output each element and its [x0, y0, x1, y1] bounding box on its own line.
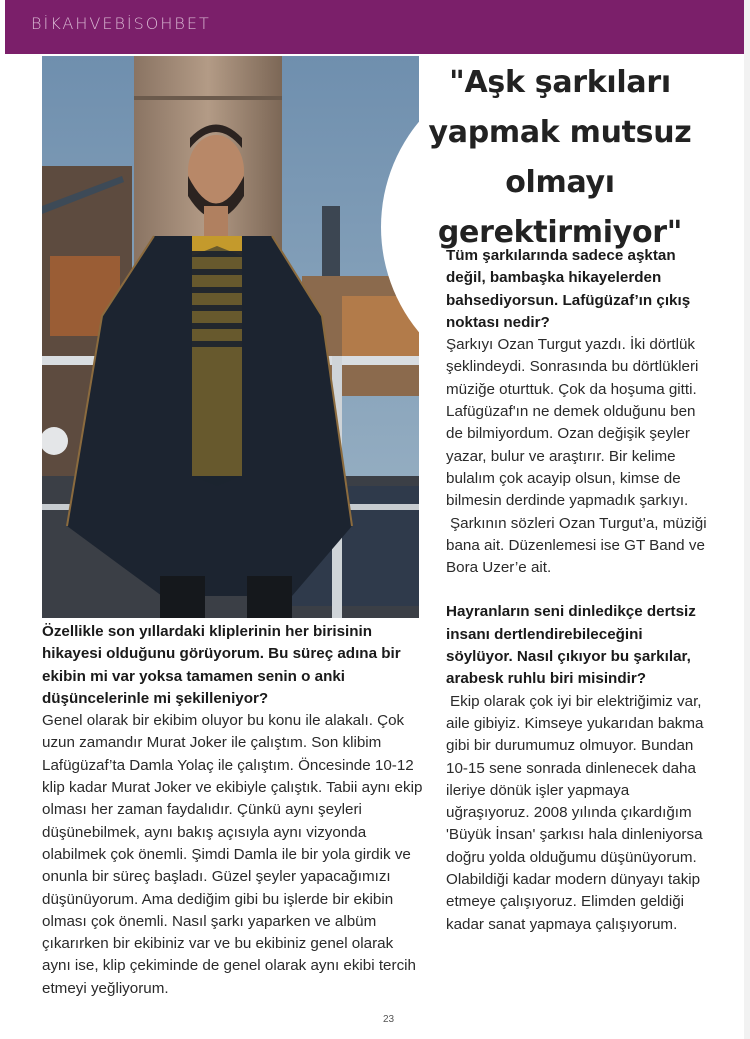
left-column: [42, 621, 424, 1000]
answer-2: Ekip olarak çok iyi bir elektriğimiz var, aile gibiyiz. Kimseye yukarıdan bakma gibi bir durumumuz olmuyor. Bundan 10-15 sene sonrada dinlenecek daha ileriye dönük işler yapmaya uğraşıyoruz. 2008 yılında çıkardığım 'Büyük İnsan' şarkısı hala dinleniyorsa doğru yolda olduğumu düşünüyorum. Olabildiği kadar modern dünyayı takip etmeye çalışıyoruz. Elimden geldiği kadar sanat yapmaya çalışıyorum.: [446, 692, 704, 933]
headline: "Aşk şarkıları yapmak mutsuz olmayı gerektirmiyor": [428, 65, 692, 250]
artist-photo: [42, 56, 419, 618]
magazine-brand: BİKAHVEBİSOHBET: [31, 14, 211, 33]
magazine-header-bar: [5, 0, 745, 54]
page-number: 23: [383, 1014, 395, 1025]
page-edge: [744, 0, 750, 1039]
question-1: Tüm şarkılarında sadece aşktan değil, bambaşka hikayelerden bahsediyorsun. Lafügüzaf’ın çıkış noktası nedir?: [446, 247, 691, 331]
answer-1: Şarkıyı Ozan Turgut yazdı. İki dörtlük şeklindeydi. Sonrasında bu dörtlükleri müziğe oturttuk. Çok da hoşuma gitti. Lafügüzaf'ın ne demek olduğunu ben de bilmiyordum. Ozan değişik şeyler yazar, bulur ve araştırır. Bir kelime bulalım çok acayip olsun, kimse de bilmesin derdinde yapmadık şarkıyı.: [446, 336, 699, 510]
question-2: Hayranların seni dinledikçe dertsiz insanı dertlendirebileceğini söylüyor. Nasıl çıkıyor bu şarkılar, arabesk ruhlu biri misindir?: [446, 603, 696, 688]
right-column: [446, 245, 711, 936]
answer-3: Genel olarak bir ekibim oluyor bu konu ile alakalı. Çok uzun zamandır Murat Joker ile çalıştım. Son klibim Lafügüzaf’ta Damla Yolaç ile çalıştım. Öncesinde 10-12 klip kadar Murat Joker ve ekibiyle çalıştık. Tabii aynı ekip olması her zaman faydalıdır. Çünkü aynı şeyleri düşünebilmek, aynı bakış açısıyla aynı vizyonda olabilmek çok önemli. Şimdi Damla ile bir yola girdik ve onunla bir süreç başladı. Güzel şeyler yapacağımızı düşünüyorum. Ama dediğim gibi bu işlerde bir ekibin olması çok önemli. Nasıl şarkı yaparken ve albüm çıkarırken bir ekibiniz var ve bu ekibiniz genel olarak aynı ise, klip çekiminde de genel olarak aynı ekibi tercih etmeyi yeğliyorum.: [42, 712, 423, 997]
question-3: Özellikle son yıllardaki kliplerinin her birisinin hikayesi olduğunu görüyorum. Bu süreç adına bir ekibin mi var yoksa tamamen senin o anki düşüncelerinle mi şekilleniyor?: [42, 623, 401, 707]
answer-1-credits: Şarkının sözleri Ozan Turgut’a, müziği bana ait. Düzenlemesi ise GT Band ve Bora Uzer’e ait.: [446, 514, 707, 577]
